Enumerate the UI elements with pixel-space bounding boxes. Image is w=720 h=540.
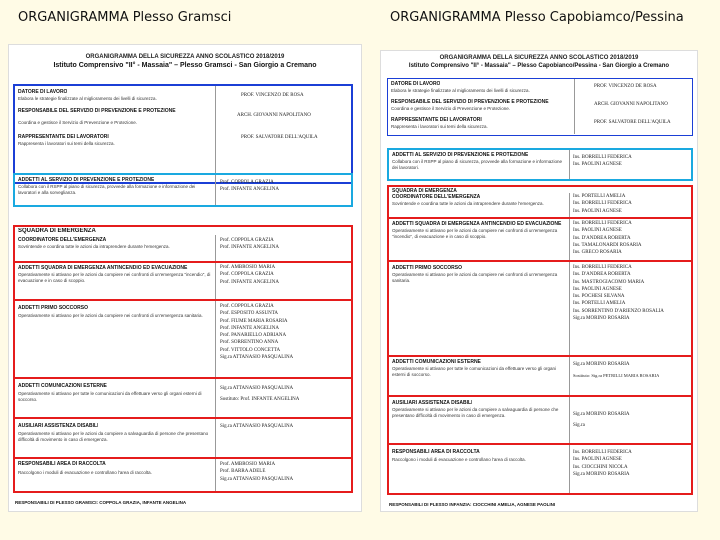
- section-desc-primo-soccorso: Operativamente si attivano per le azioni da compiere nei confronti di un'emergenza sanitaria.: [18, 313, 203, 318]
- right-doc-header-line1: ORGANIGRAMMA DELLA SICUREZZA ANNO SCOLASTICO 2018/2019: [439, 55, 639, 61]
- section-desc-datore: Elabora le strategie finalizzate al miglioramento dei livelli di sicurezza.: [391, 88, 530, 93]
- left-doc-header: [9, 45, 361, 70]
- section-desc-antincendio: Operativamente si attivano per le azioni da compiere nei confronti di un'emergenza "incendio", di evacuazione e in caso di scoppio.: [18, 272, 211, 283]
- right-disabili-box: [389, 395, 691, 397]
- name-entry: Ins. BORRELLI FEDERICA: [573, 155, 632, 160]
- right-document: [380, 50, 698, 512]
- section-names-raccolta: [220, 461, 293, 483]
- section-names-raccolta: [573, 449, 632, 478]
- section-desc-rls: Rappresenta i lavoratori sui temi della sicurezza.: [18, 141, 115, 146]
- name-entry: Ins. GRECO ROSARIA: [573, 250, 622, 255]
- name-entry: Prof. COPPOLA GRAZIA: [220, 238, 274, 243]
- name-entry: Prof. INFANTE ANGELINA: [220, 325, 279, 331]
- name-entry: PROF. VINCENZO DE ROSA: [241, 93, 304, 98]
- name-entry: Ins. BORRELLI FEDERICA: [573, 201, 632, 207]
- right-admin-box: [387, 78, 693, 136]
- section-desc-datore: Elabora le strategie finalizzate al miglioramento dei livelli di sicurezza.: [18, 96, 157, 101]
- name-entry: PROF. SALVATORE DELL'AQUILA: [241, 135, 318, 140]
- name-entry: Prof. FIUME MARIA ROSARIA: [220, 318, 288, 324]
- right-spp-box: [387, 148, 693, 181]
- name-entry: Prof. INFANTE ANGELINA: [220, 187, 279, 193]
- section-label-comunicazioni: ADDETTI COMUNICAZIONI ESTERNE: [18, 383, 107, 389]
- section-names-disabili: [573, 409, 630, 431]
- section-label-raccolta: RESPONSABILI AREA DI RACCOLTA: [18, 461, 106, 467]
- name-entry: Prof. COPPOLA GRAZIA: [220, 272, 274, 278]
- name-entry: Prof. ESPOSITO ASSUNTA: [220, 311, 278, 317]
- name-entry: Sig.ra ATTANASIO PASQUALINA: [220, 386, 294, 391]
- left-emergency-box: [13, 225, 353, 493]
- name-entry: Prof. INFANTE ANGELINA: [220, 279, 279, 285]
- section-names-datore: [241, 92, 304, 99]
- name-entry: Ins. D'ANDREA ROBERTA: [573, 272, 631, 278]
- name-entry: Sostituto: Sig.ra PETRILLI MARIA ROSARIA: [573, 373, 660, 378]
- left-document: [8, 44, 362, 512]
- name-entry: Ins. PAOLINI AGNESE: [573, 457, 622, 463]
- left-comunicazioni-box: [15, 377, 351, 379]
- section-label-rspp: RESPONSABILE DEL SERVIZIO DI PREVENZIONE E PROTEZIONE: [18, 108, 176, 114]
- section-names-antincendio: [220, 264, 279, 286]
- right-raccolta-box: [389, 443, 691, 445]
- name-entry: Ins. SORRENTINO D'ARIENZO ROSALIA: [573, 308, 664, 314]
- name-entry: Prof. PANARIELLO ADRIANA: [220, 333, 287, 338]
- section-desc-addetti-spp: Collabora con il RSPP al piano di sicurezza, provvede alla formazione e informazione dei lavoratori.: [392, 159, 563, 170]
- right-title: ORGANIGRAMMA Plesso Capobiamco/Pessina: [390, 10, 684, 25]
- name-entry: Ins. D'ANDREA ROBERTA: [573, 235, 631, 241]
- section-desc-comunicazioni: Operativamente si attivano per tutte le comunicazioni da effettuare verso gli organi esterni di soccorso.: [18, 391, 202, 402]
- section-desc-coord: Sovrintende e coordina tutte le azioni da intraprendere durante l'emergenza.: [18, 244, 170, 249]
- name-entry: Ins. PAOLINI AGNESE: [573, 286, 622, 292]
- section-label-antincendio: ADDETTI SQUADRA DI EMERGENZA ANTINCENDIO ED EVACUAZIONE: [392, 221, 562, 227]
- section-names-coord: [573, 193, 632, 215]
- name-entry: Ins. BORRELLI FEDERICA: [573, 450, 632, 455]
- section-names-rls: [594, 119, 671, 126]
- name-entry: Prof. INFANTE ANGELINA: [220, 245, 279, 251]
- name-entry: Ins. PAOLINI AGNESE: [573, 228, 622, 234]
- section-label-comunicazioni: ADDETTI COMUNICAZIONI ESTERNE: [392, 359, 481, 365]
- section-label-raccolta: RESPONSABILI AREA DI RACCOLTA: [392, 449, 480, 455]
- name-entry: Sig.ra ATTANASIO PASQUALINA: [220, 424, 294, 429]
- name-entry: PROF. VINCENZO DE ROSA: [594, 84, 657, 89]
- section-label-squadra: SQUADRA DI EMERGENZA: [18, 228, 96, 234]
- left-doc-header-line1: ORGANIGRAMMA DELLA SICUREZZA ANNO SCOLASTICO 2018/2019: [85, 54, 285, 60]
- section-names-coord: [220, 237, 279, 252]
- section-desc-comunicazioni: Operativamente si attivano per tutte le comunicazioni da effettuare verso gli organi esterni di soccorso.: [392, 366, 557, 377]
- section-label-datore: DATORE DI LAVORO: [391, 81, 441, 87]
- right-emergency-box: [387, 185, 693, 495]
- name-entry: Prof. AMBROSIO MARIA: [220, 462, 276, 467]
- section-desc-antincendio: Operativamente si attivano per le azioni da compiere nei confronti di un'emergenza "incendio", di evacuazione e in caso di scoppio.: [392, 228, 558, 239]
- section-label-addetti-spp: ADDETTI AL SERVIZIO DI PREVENZIONE E PROTEZIONE: [18, 177, 155, 183]
- section-desc-raccolta: Raccolgono i moduli di evacuazione e controllano l'area di raccolta.: [392, 457, 526, 462]
- name-entry: Ins. PAOLINI AGNESE: [573, 162, 622, 168]
- left-raccolta-box: [15, 457, 351, 459]
- section-label-coord: COORDINATORE DELL'EMERGENZA: [18, 237, 107, 243]
- section-names-rspp: [237, 112, 311, 119]
- column-divider: [215, 175, 216, 205]
- column-divider: [215, 86, 216, 182]
- name-entry: Ins. MASTROGIACOMO MARIA: [573, 279, 645, 285]
- name-entry: Sig.ra MORINO ROSARIA: [573, 471, 630, 477]
- section-label-coord: COORDINATORE DELL'EMERGENZA: [392, 194, 481, 200]
- name-entry: Sig.ra MORINO ROSARIA: [573, 315, 630, 321]
- section-desc-primo-soccorso: Operativamente si attivano per le azioni da compiere nei confronti di un'emergenza sanitaria.: [392, 272, 558, 283]
- name-entry: Sig.ra: [573, 423, 585, 428]
- section-names-primo-soccorso: [573, 264, 664, 322]
- name-entry: Ins. PAOLINI AGNESE: [573, 208, 622, 214]
- name-entry: Ins. TAMALONARDI ROSARIA: [573, 242, 642, 248]
- section-desc-raccolta: Raccolgono i moduli di evacuazione e controllano l'area di raccolta.: [18, 470, 152, 475]
- section-names-rls: [241, 134, 318, 141]
- name-entry: Ins. PORTELLI AMELIA: [573, 194, 626, 199]
- section-label-disabili: AUSILIARI ASSISTENZA DISABILI: [392, 400, 473, 406]
- section-label-rls: RAPPRESENTANTE DEI LAVORATORI: [391, 117, 482, 123]
- name-entry: PROF. SALVATORE DELL'AQUILA: [594, 120, 671, 125]
- section-label-disabili: AUSILIARI ASSISTENZA DISABILI: [18, 423, 99, 429]
- section-label-rls: RAPPRESENTANTE DEI LAVORATORI: [18, 134, 109, 140]
- section-desc-rspp: Coordina e gestisce il Servizio di Prevenzione e Protezione.: [391, 106, 511, 111]
- section-names-rspp: [594, 101, 668, 108]
- name-entry: Sostituto: Prof. INFANTE ANGELINA: [220, 397, 300, 402]
- column-divider: [569, 193, 570, 493]
- name-entry: Prof. BARRA ADELE: [220, 469, 266, 475]
- section-label-squadra: SQUADRA DI EMERGENZA: [392, 188, 457, 194]
- section-names-primo-soccorso: [220, 303, 293, 361]
- section-label-primo-soccorso: ADDETTI PRIMO SOCCORSO: [392, 265, 463, 271]
- name-entry: Sig.ra ATTANASIO PASQUALINA: [220, 476, 294, 482]
- section-names-datore: [594, 83, 657, 90]
- section-label-antincendio: ADDETTI SQUADRA DI EMERGENZA ANTINCENDIO ED EVACUAZIONE: [18, 265, 188, 271]
- section-names-disabili: [220, 423, 293, 430]
- section-names-addetti-spp: [573, 154, 632, 169]
- name-entry: Prof. COPPOLA GRAZIA: [220, 304, 274, 309]
- name-entry: Prof. AMBROSIO MARIA: [220, 265, 276, 270]
- section-desc-disabili: Operativamente si attivano per le azioni da compiere a salvaguardia di persone che presentano difficoltà di movimento in caso di emergenza.: [392, 407, 559, 418]
- name-entry: Prof. COPPOLA GRAZIA: [220, 180, 274, 185]
- section-desc-disabili: Operativamente si attivano per le azioni da compiere a salvaguardia di persone che presentano difficoltà di movimento in caso di emergenza.: [18, 431, 209, 442]
- name-entry: Sig.ra MORINO ROSARIA: [573, 362, 630, 367]
- left-admin-box: [13, 84, 353, 184]
- column-divider: [574, 79, 575, 134]
- name-entry: Ins. BORRELLI FEDERICA: [573, 265, 632, 270]
- name-entry: Ins. CIOCCHINI NICOLA: [573, 464, 628, 470]
- left-primo-soccorso-box: [15, 299, 351, 301]
- name-entry: Prof. VITTOLO CONCETTA: [220, 347, 281, 353]
- right-comunicazioni-box: [389, 355, 691, 357]
- right-footer: RESPONSABILI DI PLESSO INFANZIA: CIOCCHINI AMELIA, AGNESE PAOLINI: [389, 502, 556, 507]
- section-names-addetti-spp: [220, 179, 279, 194]
- right-doc-header-line2: Istituto Comprensivo "II° - Massaia" – Plesso Capobianco/Pessina - San Giorgio a Cremano: [408, 62, 670, 69]
- right-antincendio-box: [389, 217, 691, 219]
- left-doc-header-line2: Istituto Comprensivo "II° - Massaia" – Plesso Gramsci - San Giorgio a Cremano: [53, 61, 317, 69]
- section-label-datore: DATORE DI LAVORO: [18, 89, 68, 95]
- column-divider: [569, 150, 570, 179]
- name-entry: Ins. BORRELLI FEDERICA: [573, 221, 632, 226]
- section-label-addetti-spp: ADDETTI AL SERVIZIO DI PREVENZIONE E PROTEZIONE: [392, 152, 529, 158]
- section-desc-addetti-spp: Collabora con il RSPP al piano di sicurezza, provvede alla formazione e informazione dei lavoratori e alla sorveglianza.: [18, 184, 196, 195]
- section-names-antincendio: [573, 220, 642, 256]
- name-entry: ARCH. GIOVANNI NAPOLITANO: [594, 102, 668, 107]
- right-doc-header: [381, 51, 697, 70]
- left-footer: RESPONSABILI DI PLESSO GRAMSCI: COPPOLA GRAZIA, INFANTE ANGELINA: [15, 500, 187, 505]
- name-entry: Prof. SORRENTINO ANNA: [220, 340, 279, 346]
- section-names-comunicazioni: [220, 383, 299, 405]
- name-entry: Ins. POCHESI SILVANA: [573, 294, 625, 299]
- left-title: ORGANIGRAMMA Plesso Gramsci: [18, 10, 232, 25]
- left-disabili-box: [15, 417, 351, 419]
- section-desc-rls: Rappresenta i lavoratori sui temi della sicurezza.: [391, 124, 488, 129]
- section-desc-rspp: Coordina e gestisce il Servizio di Prevenzione e Protezione.: [18, 120, 138, 125]
- right-primo-soccorso-box: [389, 260, 691, 262]
- name-entry: ARCH. GIOVANNI NAPOLITANO: [237, 113, 311, 118]
- left-spp-box: [13, 173, 353, 207]
- name-entry: Sig.ra MORINO ROSARIA: [573, 412, 630, 417]
- section-names-comunicazioni: [573, 359, 659, 382]
- section-label-rspp: RESPONSABILE DEL SERVIZIO DI PREVENZIONE E PROTEZIONE: [391, 99, 549, 105]
- name-entry: Sig.ra ATTANASIO PASQUALINA: [220, 354, 294, 360]
- section-label-primo-soccorso: ADDETTI PRIMO SOCCORSO: [18, 305, 89, 311]
- name-entry: Ins. PORTELLI AMELIA: [573, 301, 626, 307]
- section-desc-coord: Sovrintende e coordina tutte le azioni da intraprendere durante l'emergenza.: [392, 201, 544, 206]
